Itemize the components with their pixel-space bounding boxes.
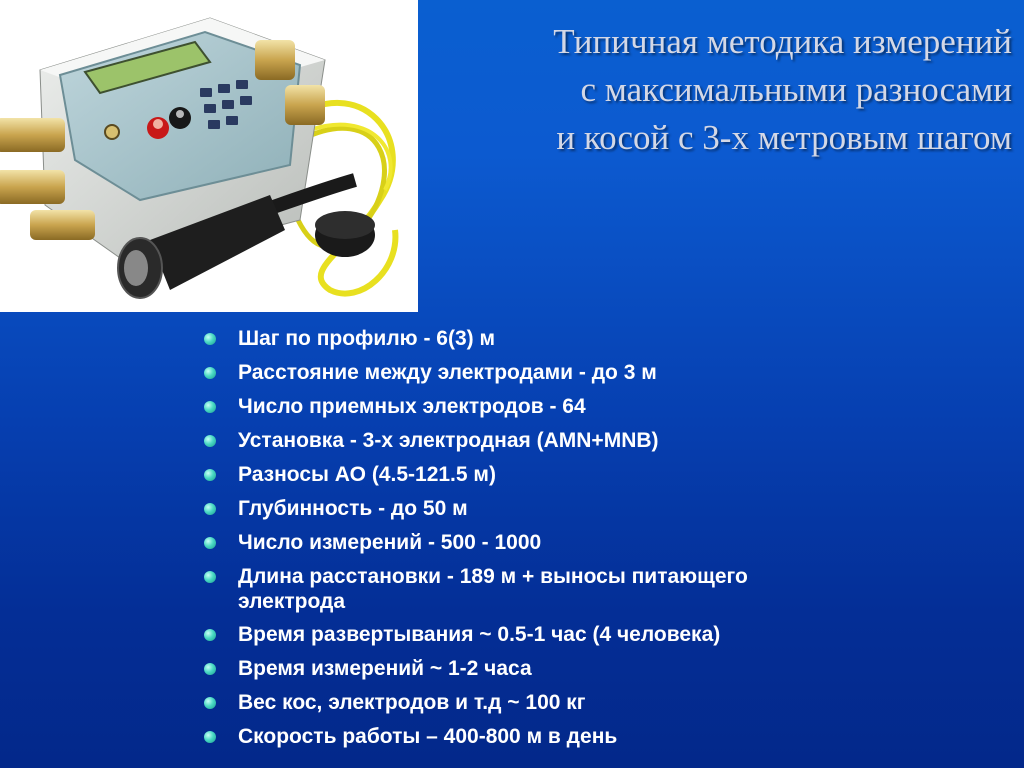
bullet-icon <box>204 367 216 379</box>
list-item <box>200 656 1000 681</box>
bullet-list <box>200 326 1000 758</box>
bullet-icon <box>204 697 216 709</box>
list-item-text: Время развертывания ~ 0.5-1 час (4 человека) <box>238 623 721 646</box>
list-item <box>200 564 798 614</box>
slide-title <box>452 18 1012 162</box>
list-item-text: Вес кос, электродов и т.д ~ 100 кг <box>238 691 586 714</box>
list-item-text: Длина расстановки - 189 м + выносы питающего электрода <box>238 565 748 613</box>
list-item <box>200 622 1000 647</box>
list-item-text: Число приемных электродов - 64 <box>238 395 586 418</box>
bullet-icon <box>204 435 216 447</box>
title-line-1: Типичная методика измерений <box>553 22 1012 61</box>
list-item-text: Разносы АО (4.5-121.5 м) <box>238 463 496 486</box>
bullet-icon <box>204 571 216 583</box>
bullet-icon <box>204 537 216 549</box>
list-item <box>200 690 1000 715</box>
list-item <box>200 360 1000 385</box>
list-item-text: Число измерений - 500 - 1000 <box>238 531 542 554</box>
list-item <box>200 462 1000 487</box>
bullet-icon <box>204 333 216 345</box>
list-item <box>200 428 1000 453</box>
list-item <box>200 326 1000 351</box>
bullet-icon <box>204 401 216 413</box>
list-item <box>200 530 1000 555</box>
list-item-text: Расстояние между электродами - до 3 м <box>238 361 657 384</box>
title-line-3: и косой с 3-х метровым шагом <box>556 118 1012 157</box>
list-item <box>200 496 1000 521</box>
title-line-2: с максимальными разносами <box>580 70 1012 109</box>
bullet-icon <box>204 469 216 481</box>
list-item-text: Шаг по профилю - 6(3) м <box>238 327 495 350</box>
list-item <box>200 394 1000 419</box>
list-item-text: Установка - 3-х электродная (AMN+MNB) <box>238 429 659 452</box>
bullet-icon <box>204 731 216 743</box>
list-item-text: Время измерений ~ 1-2 часа <box>238 657 532 680</box>
bullet-icon <box>204 503 216 515</box>
device-photo <box>0 0 418 312</box>
list-item-text: Глубинность - до 50 м <box>238 497 468 520</box>
list-item-text: Скорость работы – 400-800 м в день <box>238 725 618 748</box>
device-illustration <box>0 0 418 312</box>
list-item <box>200 724 1000 749</box>
bullet-icon <box>204 629 216 641</box>
bullet-icon <box>204 663 216 675</box>
